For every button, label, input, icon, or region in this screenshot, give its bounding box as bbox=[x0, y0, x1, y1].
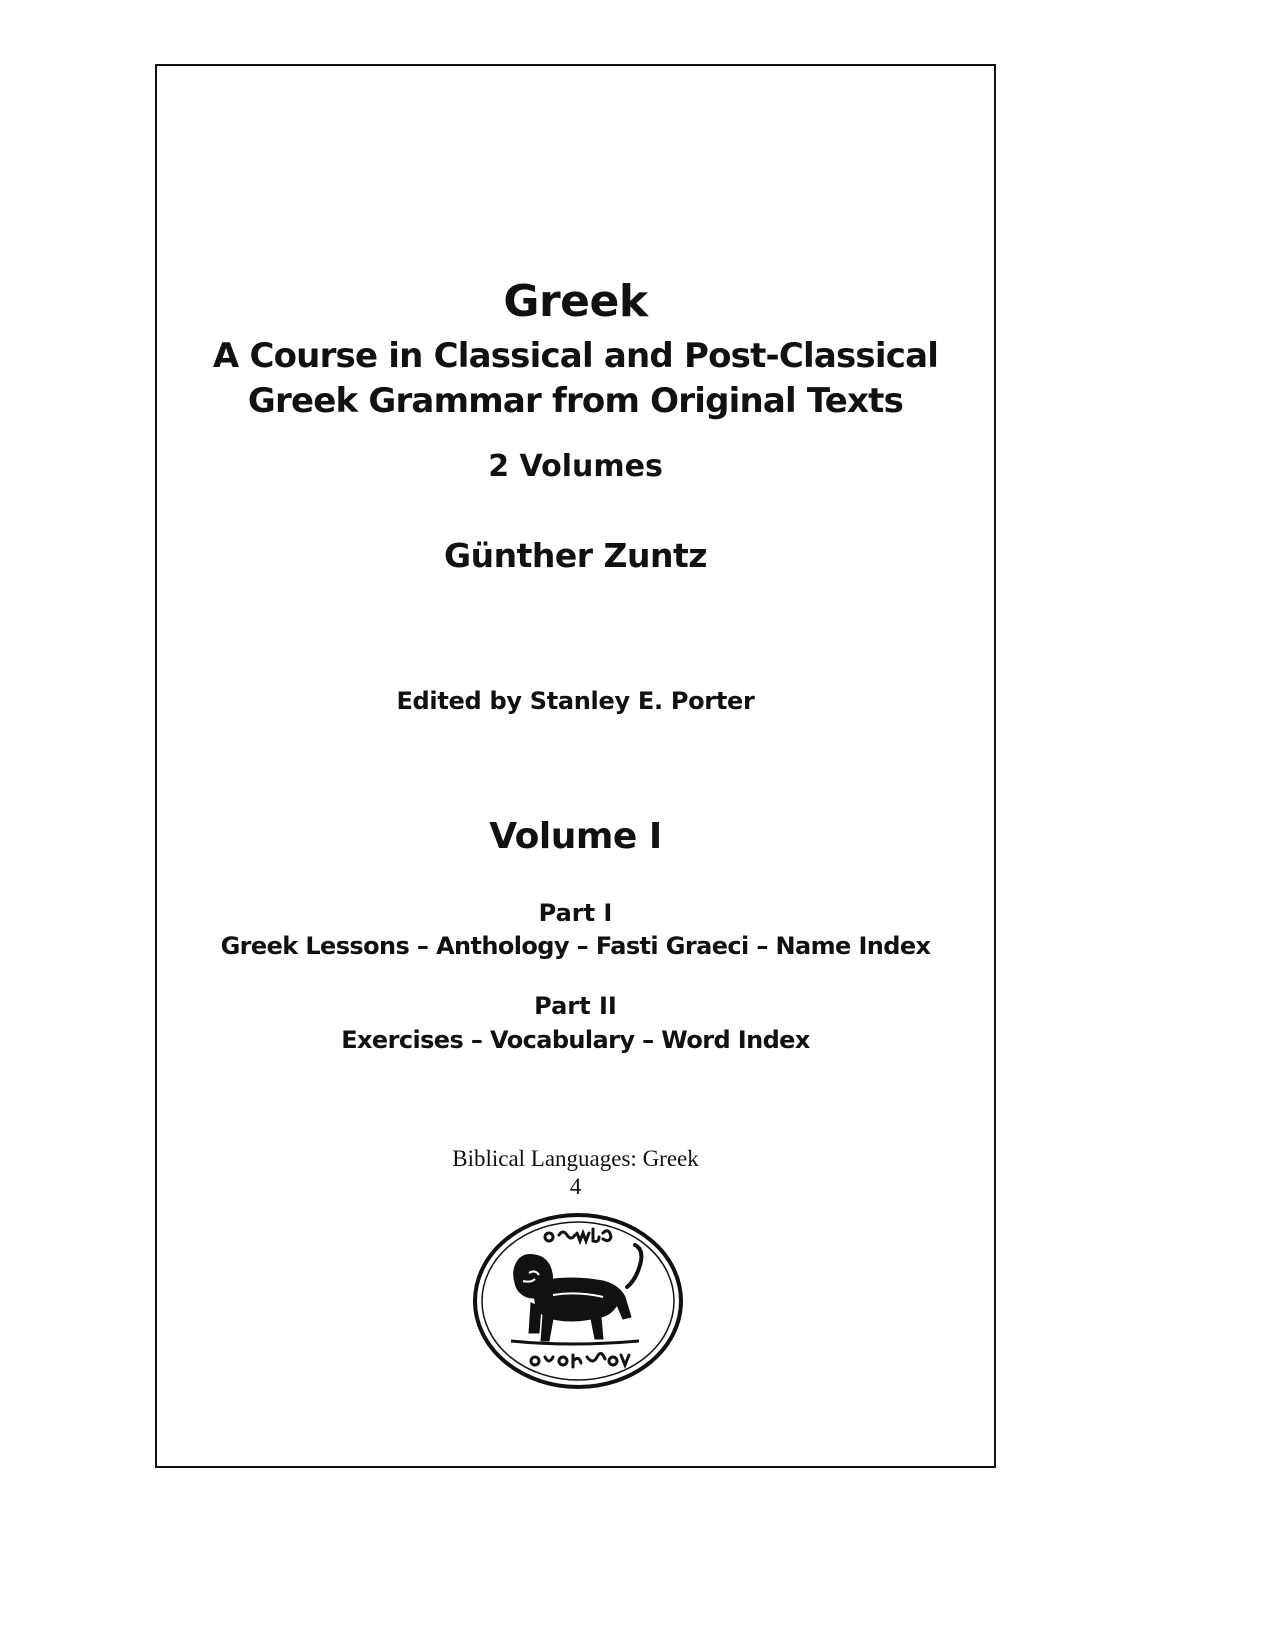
book-title: Greek bbox=[503, 276, 648, 327]
part-2-heading: Part II bbox=[534, 992, 617, 1020]
part-1-heading: Part I bbox=[538, 899, 613, 927]
editor-credit: Edited by Stanley E. Porter bbox=[396, 687, 755, 715]
title-page-frame bbox=[155, 64, 996, 1468]
part-1-contents: Greek Lessons – Anthology – Fasti Graeci – Name Index bbox=[220, 932, 931, 960]
subtitle-line-2: Greek Grammar from Original Texts bbox=[247, 381, 904, 421]
volume-heading: Volume I bbox=[489, 816, 662, 857]
series-name: Biblical Languages: Greek bbox=[452, 1146, 699, 1171]
volume-count: 2 Volumes bbox=[488, 449, 663, 484]
subtitle-line-1: A Course in Classical and Post-Classical bbox=[212, 336, 939, 376]
lion-seal-icon bbox=[471, 1211, 685, 1391]
series-number: 4 bbox=[569, 1174, 582, 1199]
author-name: Günther Zuntz bbox=[444, 536, 707, 575]
part-2-contents: Exercises – Vocabulary – Word Index bbox=[341, 1026, 810, 1054]
